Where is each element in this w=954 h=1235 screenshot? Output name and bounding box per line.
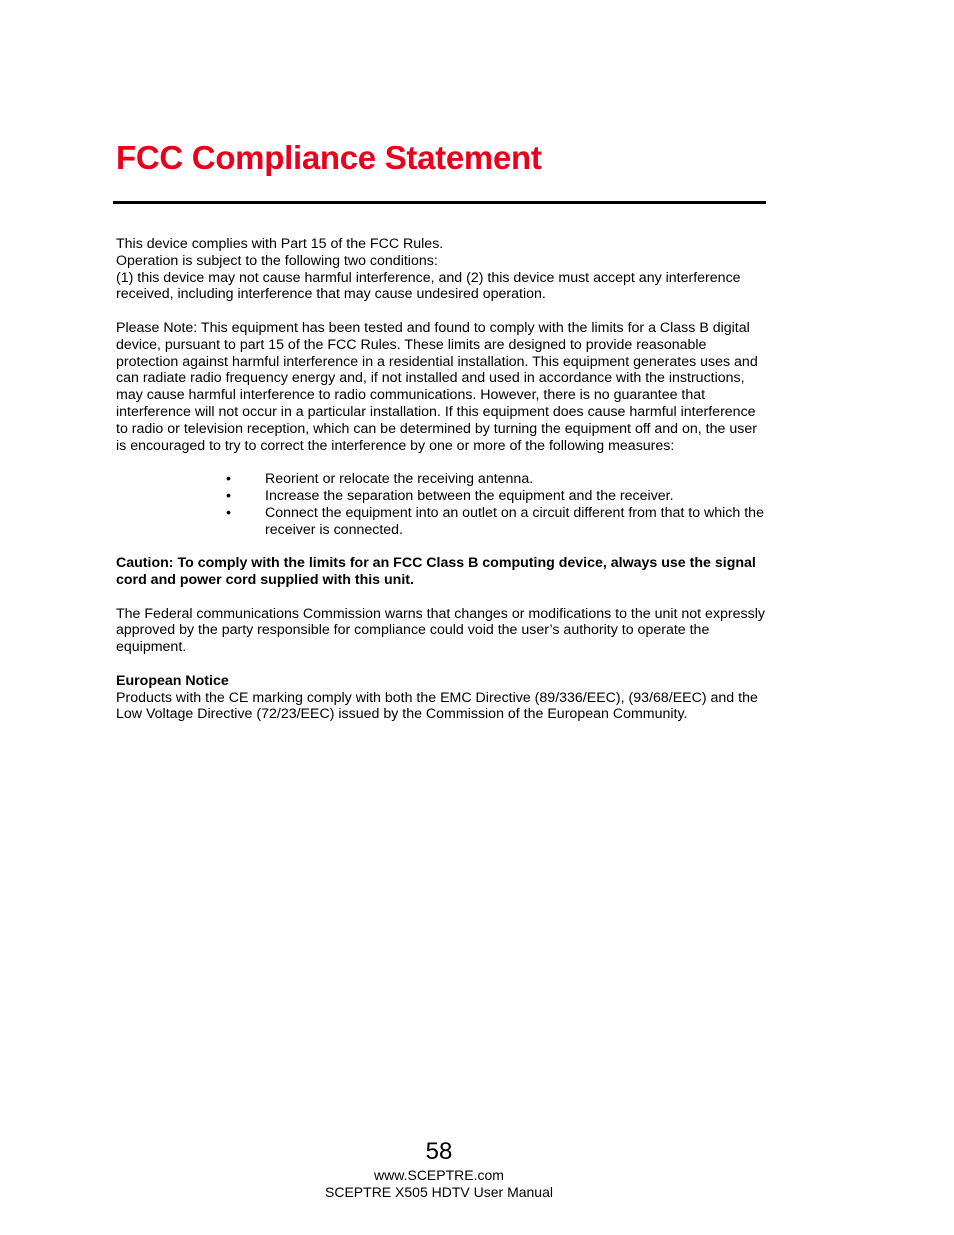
bullet-icon: • (226, 487, 231, 504)
european-notice-heading: European Notice (116, 672, 229, 689)
bullet-icon: • (226, 504, 231, 521)
document-body (116, 236, 766, 723)
title-divider (113, 201, 766, 204)
page-number: 58 (425, 1138, 453, 1165)
european-notice-text: Products with the CE marking comply with both the EMC Directive (89/336/EEC), (93/68/EEC) and the Low Voltage Directive (72/23/EEC) issued by the Commission of the European Community. (116, 689, 758, 723)
footer-manual-title: SCEPTRE X505 HDTV User Manual (325, 1184, 553, 1200)
fcc-warning-paragraph: The Federal communications Commission warns that changes or modifications to the unit not expressly approved by the party responsible for compliance could void the user’s authority to operate the equipment. (116, 605, 765, 656)
intro-line-1: This device complies with Part 15 of the FCC Rules. (116, 236, 444, 252)
footer-website: www.SCEPTRE.com (374, 1167, 504, 1183)
note-paragraph: Please Note: This equipment has been tested and found to comply with the limits for a Class B digital device, pursuant to part 15 of the FCC Rules. These limits are designed to provide reasonable protection against harmful interference in a residential installation. This equipment generates uses and can radiate radio frequency energy and, if not installed and used in accordance with the instructions, may cause harmful interference to radio communications. However, there is no guarantee that interference will not occur in a particular installation. If this equipment does cause harmful interference to radio or television reception, which can be determined by turning the equipment off and on, the user is encouraged to try to correct the interference by one or more of the following measures: (116, 319, 758, 454)
page-title: FCC Compliance Statement (116, 139, 542, 176)
intro-line-2: Operation is subject to the following two conditions: (116, 252, 438, 269)
measure-text: Increase the separation between the equipment and the receiver. (265, 487, 674, 504)
caution-paragraph: Caution: To comply with the limits for an FCC Class B computing device, always use the signal cord and power cord supplied with this unit. (116, 555, 756, 588)
intro-conditions: (1) this device may not cause harmful interference, and (2) this device must accept any interference received, including interference that may cause undesired operation. (116, 269, 741, 303)
measure-text: Connect the equipment into an outlet on a circuit different from that to which the receiver is connected. (265, 504, 764, 538)
list-item (226, 488, 766, 505)
measure-text: Reorient or relocate the receiving antenna. (265, 471, 534, 488)
list-item (226, 505, 766, 539)
list-item (226, 471, 766, 488)
measures-list (116, 471, 766, 538)
bullet-icon: • (226, 471, 231, 488)
